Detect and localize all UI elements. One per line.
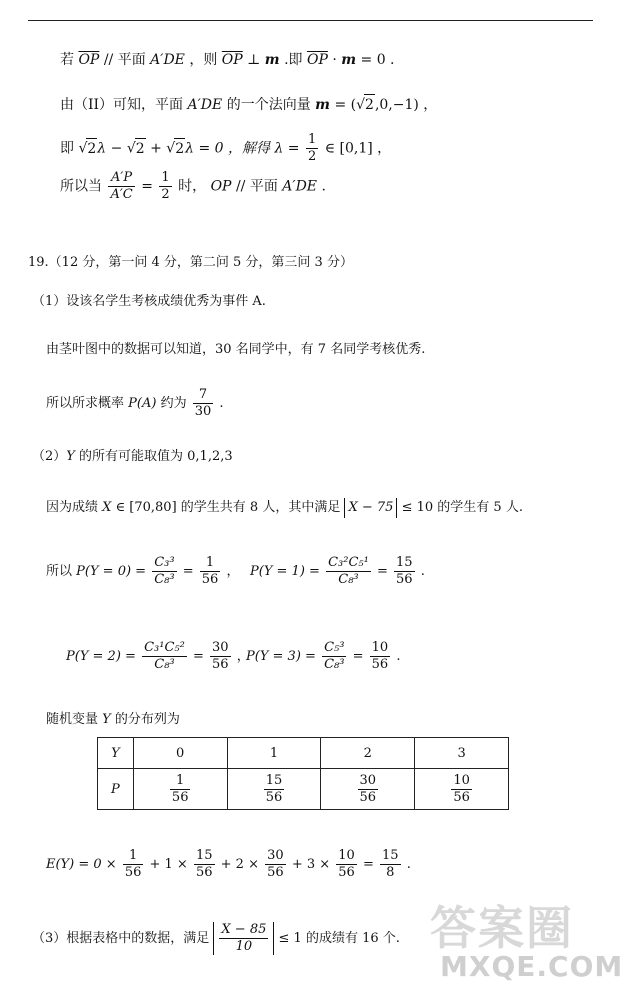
text: 约为 [160, 396, 191, 411]
numerator: 15 [396, 555, 413, 570]
text: 的分布列为 [110, 712, 180, 727]
fraction [142, 640, 187, 673]
fraction [193, 387, 214, 420]
lhs: P(Y = 3) = [246, 649, 316, 664]
lambda-eq: λ = [274, 140, 300, 157]
abs-fraction [213, 922, 274, 955]
part-2-condition [46, 498, 523, 518]
text: // 平面 [235, 178, 283, 195]
table-cell [321, 769, 415, 810]
fraction [108, 170, 134, 203]
table-row [98, 769, 509, 810]
numerator: C₃³ [154, 555, 175, 570]
text: . [321, 178, 326, 195]
numerator: 10 [371, 640, 389, 655]
dot-symbol: · [332, 52, 342, 68]
numerator: 10 [453, 772, 470, 788]
vector-m: m [264, 52, 280, 68]
plane-label: A′DE [150, 52, 185, 68]
fraction [370, 640, 391, 673]
fraction [306, 132, 318, 165]
denominator: 56 [453, 789, 470, 805]
denominator: 56 [359, 789, 377, 805]
sqrt-radicand: 2 [86, 138, 97, 159]
prob-eq-row-1 [46, 555, 239, 588]
numerator: 7 [193, 387, 214, 404]
lhs: P(Y = 2) = [66, 649, 136, 664]
part-1-text: 由茎叶图中的数据可以知道，30 名同学中，有 7 名同学考核优秀. [46, 342, 426, 357]
sqrt-symbol: √ [126, 140, 136, 157]
watermark-url: MXQE.COM [440, 950, 624, 983]
numerator: 30 [359, 772, 377, 788]
table-cell: 3 [415, 738, 509, 769]
table-cell [227, 769, 321, 810]
denominator: 8 [386, 865, 395, 880]
fraction [170, 773, 191, 806]
numerator: 15 [195, 848, 213, 863]
text: 所以所求概率 [46, 396, 129, 411]
denominator: 56 [201, 572, 219, 587]
numerator: X − 85 [221, 922, 267, 937]
text: 由（II）可知，平面 [60, 97, 188, 113]
text: 的学生共有 8 人，其中满足 [180, 500, 345, 515]
numerator: 1 [170, 773, 191, 790]
fraction [264, 773, 285, 806]
part-3-text [32, 922, 400, 955]
text: = [182, 564, 198, 579]
fraction [219, 922, 268, 955]
math-x: X [102, 500, 112, 515]
sqrt-symbol: √ [166, 140, 176, 157]
vector-m: m [341, 52, 357, 68]
text: 因为成绩 [46, 500, 103, 515]
text: ， [226, 564, 240, 579]
part-1-probability [46, 387, 224, 420]
proof-line-1 [60, 50, 395, 70]
fraction [159, 170, 171, 203]
part-1-intro: （1）设该名学生考核成绩优秀为事件 A. [32, 294, 266, 309]
lhs: P(Y = 1) = [250, 564, 320, 579]
table-cell [415, 769, 509, 810]
numerator: 15 [382, 848, 399, 863]
denominator: 2 [161, 187, 170, 202]
top-rule [28, 20, 593, 21]
expectation-formula [46, 848, 411, 881]
text: ， [236, 649, 250, 664]
sqrt-radicand: 2 [364, 94, 375, 115]
denominator: 56 [265, 789, 283, 805]
proof-line-3 [60, 132, 391, 165]
text: = [362, 857, 378, 872]
prob-eq-row-2 [66, 640, 250, 673]
text: + [145, 140, 167, 157]
text: = [192, 649, 208, 664]
math-y: Y [66, 449, 75, 464]
question-19-header: 19.（12 分，第一问 4 分，第二问 5 分，第三问 3 分） [28, 255, 353, 270]
table-cell: 2 [321, 738, 415, 769]
fraction [336, 848, 357, 881]
text: // 平面 [103, 52, 151, 68]
vector-op: $\overline{OP}$ [78, 52, 100, 68]
prob-eq-row-1b [250, 555, 425, 588]
fraction [451, 773, 472, 806]
numerator: 30 [267, 848, 284, 863]
text: 所以当 [60, 178, 102, 195]
part-2-intro [32, 447, 233, 467]
numerator: 1 [123, 848, 144, 865]
text: = [352, 649, 368, 664]
text: . [219, 396, 224, 411]
abs-value: X − 75 [344, 498, 397, 518]
denominator: 10 [235, 939, 253, 954]
denominator: A′C [110, 187, 133, 202]
sqrt-symbol: √ [356, 97, 366, 113]
fraction [200, 555, 221, 588]
denominator: 56 [171, 789, 189, 805]
text: . [406, 857, 411, 872]
text: .即 [284, 52, 303, 68]
text: . [396, 649, 401, 664]
fraction [152, 555, 176, 588]
table-row [98, 738, 509, 769]
text: ≤ 1 的成绩有 16 个. [278, 931, 400, 946]
distribution-intro [46, 710, 180, 730]
plane-label: A′DE [282, 178, 318, 195]
fraction [326, 555, 371, 588]
numerator: C₅³ [324, 640, 345, 655]
op-label: OP [210, 178, 232, 195]
numerator: 1 [161, 170, 170, 185]
vector-op: $\overline{OP}$ [221, 52, 243, 68]
denominator: 56 [338, 865, 355, 880]
table-cell: Y [98, 738, 134, 769]
lhs: E(Y) = 0 × [46, 857, 117, 872]
text: λ − [97, 140, 127, 157]
table-cell: 1 [227, 738, 321, 769]
denominator: 56 [124, 865, 142, 880]
fraction [210, 640, 231, 673]
text: + 1 × [149, 857, 188, 872]
fraction [358, 773, 379, 806]
lhs: P(Y = 0) = [76, 564, 147, 579]
fraction [194, 848, 215, 881]
sqrt-radicand: 2 [135, 138, 146, 159]
fraction [322, 640, 346, 673]
denominator: C₈³ [324, 657, 345, 672]
text: λ = 0 ，解得 [185, 140, 275, 157]
denominator: C₈³ [154, 657, 175, 672]
text: ，则 [189, 52, 218, 68]
perp-symbol: ⊥ [247, 52, 265, 68]
text: 若 [60, 52, 74, 68]
plane-label: A′DE [187, 97, 223, 113]
text: + 3 × [291, 857, 331, 872]
denominator: C₈³ [154, 572, 175, 587]
text: 的所有可能取值为 0,1,2,3 [74, 449, 233, 464]
denominator: 56 [396, 572, 413, 587]
denominator: 56 [195, 865, 213, 880]
proof-line-4 [60, 170, 326, 203]
table-cell [133, 769, 227, 810]
text: 即 [60, 140, 79, 157]
text: = [141, 178, 158, 195]
text: ∈ [0,1] ， [324, 140, 392, 157]
denominator: 30 [194, 404, 212, 419]
text: ,0,−1) ， [374, 97, 438, 113]
vector-m: m [315, 97, 330, 113]
fraction [380, 848, 401, 881]
text: = 0 . [360, 52, 395, 68]
numerator: 10 [338, 848, 355, 863]
denominator: 56 [371, 657, 389, 672]
text: 时， [178, 178, 207, 195]
denominator: 2 [307, 149, 317, 164]
text: = ( [334, 97, 357, 113]
fraction [265, 848, 286, 881]
sqrt-symbol: √ [78, 140, 88, 157]
fraction [123, 848, 144, 881]
denominator: 56 [267, 865, 284, 880]
proof-line-2 [60, 94, 437, 115]
numerator: A′P [108, 170, 134, 187]
numerator: C₃²C₅¹ [328, 555, 369, 570]
fraction [394, 555, 415, 588]
sqrt-radicand: 2 [174, 138, 185, 159]
denominator: 56 [212, 657, 229, 672]
math-y: Y [102, 712, 111, 727]
numerator: 30 [212, 640, 229, 655]
numerator: 1 [200, 555, 221, 572]
text: = [376, 564, 392, 579]
table-cell: P [98, 769, 134, 810]
text: + 2 × [220, 857, 259, 872]
text: . [420, 564, 425, 579]
numerator: C₃¹C₅² [144, 640, 185, 655]
vector-op: $\overline{OP}$ [306, 52, 328, 68]
text: 的一个法向量 [226, 97, 316, 113]
text: ∈ [70,80] [111, 500, 181, 515]
text: 的学生有 5 人. [437, 500, 523, 515]
text: 随机变量 [46, 712, 103, 727]
numerator: 15 [265, 772, 283, 788]
watermark-logo: 答案圈 [430, 901, 574, 955]
prob-eq-row-2b [246, 640, 400, 673]
distribution-table [97, 737, 509, 810]
text: （2） [32, 449, 67, 464]
table-cell: 0 [133, 738, 227, 769]
math-pa: P(A) [128, 396, 157, 411]
text: （3）根据表格中的数据，满足 [32, 931, 210, 946]
numerator: 1 [307, 132, 317, 147]
text: 所以 [46, 564, 77, 579]
denominator: C₈³ [338, 572, 359, 587]
text: ≤ 10 [397, 500, 438, 515]
